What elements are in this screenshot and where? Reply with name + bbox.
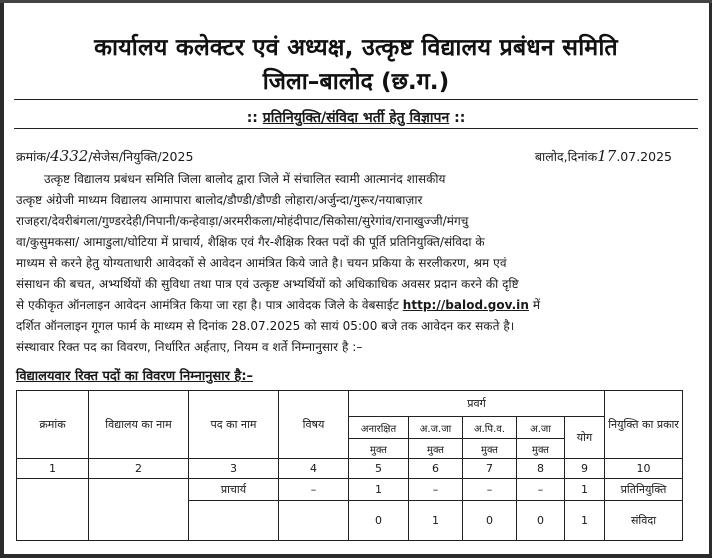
sub-obc: मुक्त: [463, 439, 517, 459]
cell-total: 1: [565, 501, 605, 541]
cell-sc: –: [409, 479, 463, 501]
cell-obc: –: [463, 479, 517, 501]
header-school: विद्यालय का नाम: [89, 391, 189, 459]
body-line-4: वा/कुसुमकसा/ आमाडुला/घोटिया में प्राचार्य, शैक्षिक एवं गैर-शैक्षिक रिक्त पदों की पूर्ति प्रतिनियुक्ति/संविदा के: [16, 235, 485, 249]
body-line-8: दर्शित ऑनलाइन गूगल फार्म के माध्यम से दिनांक 28.07.2025 को सायं 05:00 बजे तक आवेदन कर सकते है।: [16, 319, 515, 333]
cell-appointment: संविदा: [605, 501, 683, 541]
handwritten-day: 17: [597, 147, 617, 165]
header-divider: [14, 99, 698, 100]
handwritten-reference: 4332: [50, 147, 89, 165]
body-line-6: संसाधन की बचत, अभ्यर्थियों की सुविधा तथा पात्र एवं उत्कृष्ट अभ्यर्थियों को अधिकाधिक अवसर प्रदान करने की दृष्टि: [16, 277, 519, 291]
body-line-7-after: में: [528, 298, 541, 312]
cell-st: 0: [517, 501, 565, 541]
header-sno: क्रमांक: [17, 391, 89, 459]
vacancy-section-heading: विद्यालयवार रिक्त पदों का विवरण निम्नानुसार है:–: [16, 369, 254, 384]
body-line-7-before: से एकीकृत ऑनलाइन आवेदन आमंत्रित किया जा रहा है। पात्र आवेदक जिले के वेबसाईट: [16, 298, 403, 312]
sub-st: मुक्त: [517, 439, 565, 459]
header-subject: विषय: [279, 391, 349, 459]
col-number: 9: [565, 459, 605, 479]
col-number: 2: [89, 459, 189, 479]
column-number-row: [17, 459, 683, 479]
cell-st: –: [517, 479, 565, 501]
reference-prefix: क्रमांक/: [16, 149, 51, 164]
body-line-7: [16, 296, 692, 313]
col-number: 8: [517, 459, 565, 479]
col-number: 3: [189, 459, 279, 479]
reference-suffix: /सेजेस/नियुक्ति/2025: [88, 149, 194, 164]
notice-title: :: प्रतिनियुक्ति/संविदा भर्ती हेतु विज्ञापन ::: [246, 110, 466, 126]
sub-sc: मुक्त: [409, 439, 463, 459]
col-number: 10: [605, 459, 683, 479]
date-suffix: .07.2025: [616, 149, 672, 164]
header-post: पद का नाम: [189, 391, 279, 459]
col-number: 4: [279, 459, 349, 479]
scan-border-top: [0, 0, 712, 3]
header-total: योग: [565, 417, 605, 459]
body-line-5: माध्यम से करने हेतु योग्यताधारी आवेदकों से आवेदन आमंत्रित किये जाते है। चयन प्रकिया के सरलीकरण, श्रम एवं: [16, 256, 507, 270]
header-st: अ.जा: [517, 417, 565, 439]
scan-border-bottom: [0, 554, 712, 558]
sub-unreserved: मुक्त: [349, 439, 409, 459]
website-link[interactable]: http://balod.gov.in: [402, 298, 529, 312]
col-number: 5: [349, 459, 409, 479]
body-line-3: राजहरा/देवरीबंगला/गुण्डरदेही/निपानी/कन्हेवाड़ा/अरमरीकला/मोहंदीपाट/सिकोसा/सुरेगांव/रानाखुज्जी/मंगचु: [16, 214, 469, 228]
cell-obc: 0: [463, 501, 517, 541]
cell-school: [89, 479, 189, 541]
header-obc: अ.पि.व.: [463, 417, 517, 439]
cell-sno: [17, 479, 89, 541]
col-number: 6: [409, 459, 463, 479]
cell-appointment: प्रतिनियुक्ति: [605, 479, 683, 501]
cell-sc: 1: [409, 501, 463, 541]
cell-unreserved: 1: [349, 479, 409, 501]
header-category-group: प्रवर्ग: [349, 391, 605, 417]
notice-date: [535, 147, 672, 165]
cell-subject: [279, 501, 349, 541]
cell-unreserved: 0: [349, 501, 409, 541]
body-line-9: संस्थावार रिक्त पद का विवरण, निर्धारित अर्हताए, नियम व शर्ते निम्नानुसार है :–: [16, 340, 363, 354]
office-title: कार्यालय कलेक्टर एवं अध्यक्ष, उत्कृष्ट विद्यालय प्रबंधन समिति: [94, 34, 618, 61]
table-row: [17, 479, 683, 501]
cell-post: प्राचार्य: [189, 479, 279, 501]
date-prefix: बालोद,दिनांक: [534, 149, 598, 164]
header-unreserved: अनारक्षित: [349, 417, 409, 439]
title-divider: [14, 128, 698, 129]
cell-post: [189, 501, 279, 541]
vacancy-table: [16, 390, 683, 541]
cell-subject: –: [279, 479, 349, 501]
cell-total: 1: [565, 479, 605, 501]
body-line-2: उत्कृष्ट अंग्रेजी माध्यम विद्यालय आमापारा बालोद/डौण्डी/डौण्डी लोहारा/अर्जुन्दा/गुरूर/नयाबाज़ार: [16, 193, 423, 207]
header-sc: अ.ज.जा: [409, 417, 463, 439]
reference-number: [16, 147, 193, 165]
col-number: 1: [17, 459, 89, 479]
notice-title-text: प्रतिनियुक्ति/संविदा भर्ती हेतु विज्ञापन: [262, 110, 450, 126]
header-appointment: नियुक्ति का प्रकार: [605, 391, 683, 459]
body-line-1: उत्कृष्ट विद्यालय प्रबंधन समिति जिला बालोद द्वारा जिले में संचालित स्वामी आत्मानंद शासकीय: [44, 172, 446, 186]
district-title: जिला–बालोद (छ.ग.): [262, 68, 450, 95]
col-number: 7: [463, 459, 517, 479]
